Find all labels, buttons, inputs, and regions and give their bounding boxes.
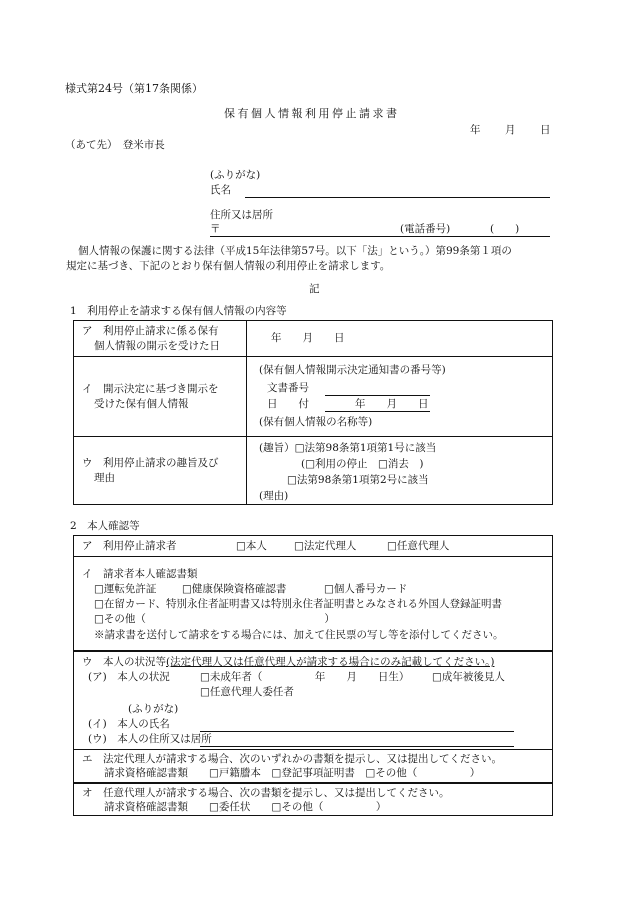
s2-u-u-label: (ウ) 本人の住所又は居所: [88, 733, 212, 745]
s2-u-name-field[interactable]: [200, 731, 514, 732]
row-u-line-4: (理由): [259, 489, 289, 502]
s2-a-legal-agent-checkbox[interactable]: □法定代理人: [294, 540, 357, 552]
s2-a-self-checkbox[interactable]: □本人: [236, 540, 267, 552]
s2-u-i-label: (イ) 本人の氏名: [88, 718, 170, 730]
s2-u-title-note: (法定代理人又は任意代理人が請求する場合にのみ記載してください。): [166, 656, 495, 668]
row-i-docno-field[interactable]: [325, 395, 430, 396]
row-u-line-1: (趣旨）□法第98条第1項第1号に該当: [259, 441, 437, 454]
row-i-notice: (保有個人情報開示決定通知書の番号等): [259, 363, 446, 376]
s2-i-residence-card-checkbox[interactable]: □在留カード、特別永住者証明書又は特別永住者証明書とみなされる外国人登録証明書: [94, 598, 502, 610]
s2-o-line-1: オ 任意代理人が請求する場合、次の書類を提示し、又は提出してください。: [82, 787, 450, 799]
s2-i-note: ※請求書を送付して請求をする場合には、加えて住民票の写し等を添付してください。: [94, 629, 504, 641]
row-i-label-2: 受けた保有個人情報: [94, 397, 189, 410]
postal-mark: 〒: [210, 223, 221, 235]
section2-e-box: [73, 750, 553, 783]
row-i-docno-label: 文書番号: [267, 381, 309, 394]
row-a-label: [74, 321, 247, 357]
s2-u-a-agent-checkbox[interactable]: □任意代理人委任者: [200, 686, 294, 698]
section2-heading: 2 本人確認等: [70, 520, 140, 532]
row-i-date-label: 日 付: [267, 397, 309, 410]
phone-paren: ( ): [490, 223, 520, 235]
section2-i-box: [73, 557, 553, 651]
section2-o-box: [73, 783, 553, 816]
s2-u-a-label: (ア) 本人の状況: [88, 671, 170, 683]
s2-e-line-1: エ 法定代理人が請求する場合、次のいずれかの書類を提示し、又は提出してください。: [82, 753, 502, 765]
s2-i-license-checkbox[interactable]: □運転免許証: [94, 583, 157, 595]
row-i-date-values: 年 月 日: [355, 397, 429, 410]
row-i-label: [74, 357, 247, 437]
row-u-label-1: ウ 利用停止請求の趣旨及び: [82, 457, 219, 470]
row-u-line-2: (□利用の停止 □消去 ): [301, 457, 424, 470]
section1-heading: 1 利用停止を請求する保有個人情報の内容等: [70, 305, 287, 317]
s2-u-address-field[interactable]: [200, 746, 514, 747]
row-i-label-1: イ 開示決定に基づき開示を: [82, 383, 219, 396]
s2-i-other-checkbox[interactable]: □その他（ ）: [94, 613, 335, 625]
s2-u-a-guardian-checkbox[interactable]: □成年被後見人: [432, 671, 505, 683]
s2-o-line-2[interactable]: 請求資格確認書類 □委任状 □その他（ ）: [104, 801, 387, 813]
row-a-date: 年 月 日: [271, 332, 345, 345]
ki-label: 記: [309, 283, 320, 295]
requester-name-field[interactable]: [245, 197, 550, 198]
s2-e-line-2[interactable]: 請求資格確認書類 □戸籍謄本 □登記事項証明書 □その他（ ）: [104, 767, 481, 779]
row-i-name: (保有個人情報の名称等): [259, 415, 373, 428]
s2-a-voluntary-agent-checkbox[interactable]: □任意代理人: [387, 540, 450, 552]
s2-i-title: イ 請求者本人確認書類: [82, 568, 198, 580]
requester-name-label: 氏名: [210, 184, 231, 196]
intro-line-1: 個人情報の保護に関する法律（平成15年法律第57号。以下「法」という。）第99条第１項の: [78, 245, 512, 257]
row-a-label-1: ア 利用停止請求に係る保有: [82, 325, 219, 338]
row-u-content[interactable]: [247, 437, 553, 505]
section1-table: [73, 320, 553, 505]
row-u-line-3: □法第98条第1項第2号に該当: [287, 473, 429, 486]
addressee: （あて先） 登米市長: [65, 139, 165, 151]
date-month: 月: [505, 124, 516, 136]
row-i-date-field[interactable]: [325, 411, 430, 412]
form-title: 保有個人情報利用停止請求書: [224, 107, 400, 120]
row-u-label-2: 理由: [94, 471, 115, 484]
s2-i-mynumber-checkbox[interactable]: □個人番号カード: [324, 583, 408, 595]
s2-i-insurance-checkbox[interactable]: □健康保険資格確認書: [182, 583, 287, 595]
s2-u-furigana: (ふりがな): [128, 703, 179, 715]
date-year: 年: [470, 124, 481, 136]
requester-address-label: 住所又は居所: [210, 209, 273, 221]
requester-furigana: (ふりがな): [210, 169, 261, 181]
row-a-label-2: 個人情報の開示を受けた日: [94, 339, 220, 352]
section2-u-box: [73, 651, 553, 750]
row-u-label: [74, 437, 247, 505]
s2-u-title: ウ 本人の状況等(法定代理人又は任意代理人が請求する場合にのみ記載してください。): [82, 656, 495, 668]
intro-line-2: 規定に基づき、下記のとおり保有個人情報の利用停止を請求します。: [66, 260, 391, 272]
row-a-date-cell[interactable]: [247, 321, 553, 357]
date-day: 日: [540, 124, 551, 136]
phone-label: (電話番号): [400, 223, 451, 235]
form-number: 様式第24号（第17条関係）: [65, 82, 203, 95]
section2-a-box: [73, 535, 553, 557]
row-i-content[interactable]: [247, 357, 553, 437]
s2-a-label: ア 利用停止請求者: [82, 540, 177, 552]
s2-u-a-minor-checkbox[interactable]: □未成年者（ 年 月 日生）: [200, 671, 410, 683]
